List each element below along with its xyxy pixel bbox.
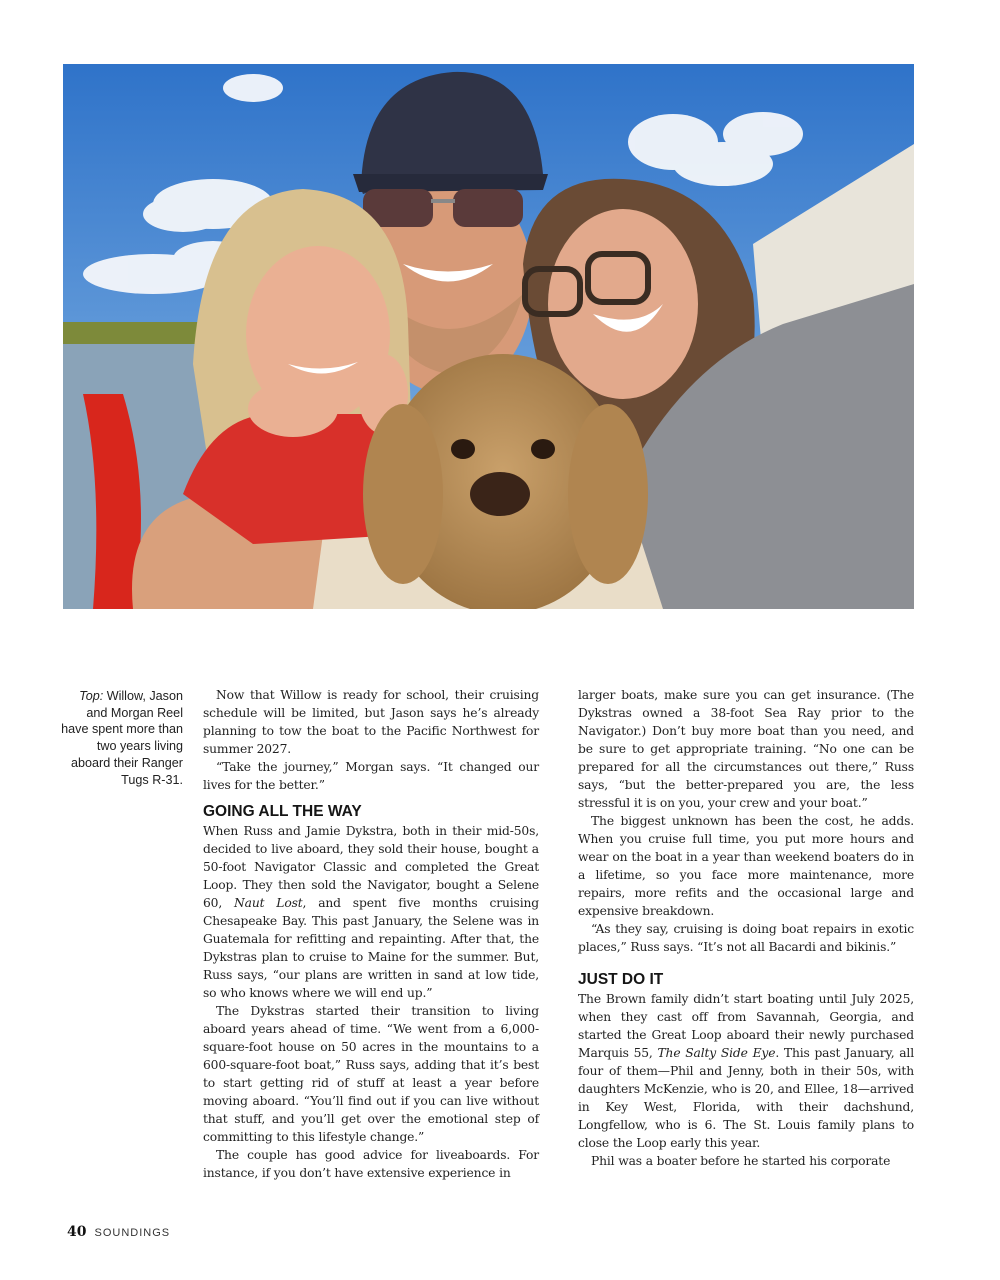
family-photo xyxy=(63,64,914,609)
caption-text: Willow, Jason and Morgan Reel have spent more than two years living aboard their Ranger Tugs R-31. xyxy=(61,689,183,787)
caption-lead: Top: xyxy=(79,689,104,703)
section-heading: JUST DO IT xyxy=(578,971,664,988)
paragraph: Now that Willow is ready for school, their cruising schedule will be limited, but Jason says he’s already planning to tow the boat to the Pacific Northwest for summer 2027. xyxy=(203,688,539,756)
section-heading: GOING ALL THE WAY xyxy=(203,803,362,820)
page-number: 40 xyxy=(67,1224,87,1240)
paragraph: larger boats, make sure you can get insurance. (The Dykstras owned a 38-foot Sea Ray prior to the Navigator.) Don’t buy more boat than you need, and be sure to get appropriate training. “No one can be prepared for all the circumstances out there,” Russ says, “but the better-prepared you are, the less stressful it is on you, your crew and your boat.” xyxy=(578,688,914,810)
paragraph: “As they say, cruising is doing boat repairs in exotic places,” Russ says. “It’s not all Bacardi and bikinis.” xyxy=(578,922,914,954)
paragraph: The Dykstras started their transition to living aboard years ahead of time. “We went from a 6,000-square-foot house on 50 acres in the mountains to a 600-square-foot boat,” Russ says, adding that it’s best to start getting rid of stuff at least a year before moving aboard. “You’ll find out if you can live without that stuff, and you’ll get over the emotional step of committing to this lifestyle change.” xyxy=(203,1004,539,1144)
body-column-1 xyxy=(203,686,539,1182)
paragraph: Phil was a boater before he started his corporate xyxy=(591,1154,891,1168)
paragraph: When Russ and Jamie Dykstra, both in their mid-50s, decided to live aboard, they sold their house, bought a 50-foot Navigator Classic and completed the Great Loop. They then sold the Navigator, bought a Selene 60, Naut Lost, and spent five months cruising Chesapeake Bay. This past January, the Selene was in Guatemala for refitting and repainting. After that, the Dykstras plan to cruise to Maine for the summer. But, Russ says, “our plans are written in sand at low tide, so who knows where we will end up.” xyxy=(203,824,539,1000)
body-column-2 xyxy=(578,686,914,1170)
photo-caption xyxy=(58,688,183,788)
paragraph: The Brown family didn’t start boating until July 2025, when they cast off from Savannah, Georgia, and started the Great Loop aboard their newly purchased Marquis 55, The Salty Side Eye. This past January, all four of them—Phil and Jenny, both in their 50s, with daughters McKenzie, who is 20, and Ellee, 18—arrived in Key West, Florida, with their dachshund, Longfellow, who is 6. The St. Louis family plans to close the Loop early this year. xyxy=(578,992,914,1150)
magazine-name: SOUNDINGS xyxy=(94,1227,171,1239)
paragraph: The couple has good advice for liveaboards. For instance, if you don’t have extensive experience in xyxy=(203,1148,539,1180)
boat-name: Naut Lost xyxy=(234,896,303,910)
boat-name: The Salty Side Eye xyxy=(657,1046,776,1060)
photo-family-dog-selfie-icon xyxy=(63,64,914,609)
paragraph: The biggest unknown has been the cost, he adds. When you cruise full time, you put more hours and wear on the boat in a year than weekend boaters do in a lifetime, so you face more maintenance, more repairs, more refits and the occasional large and expensive breakdown. xyxy=(578,814,914,918)
paragraph: “Take the journey,” Morgan says. “It changed our lives for the better.” xyxy=(203,760,539,792)
page-footer xyxy=(67,1224,170,1244)
